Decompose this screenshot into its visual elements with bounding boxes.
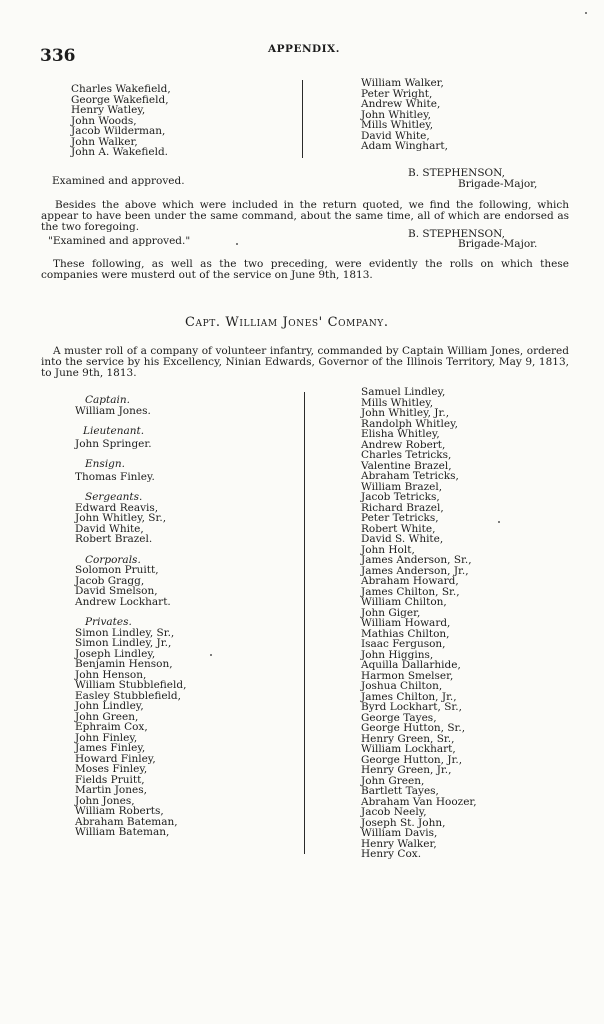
list-item: Randolph Whitley, bbox=[361, 417, 458, 430]
role-label-sergeants: Sergeants. bbox=[85, 491, 143, 503]
heading-suffix: Company. bbox=[327, 315, 389, 330]
list-item: Harmon Smelser, bbox=[361, 669, 454, 682]
list-item: John Finley, bbox=[75, 731, 138, 744]
list-item: William Bateman, bbox=[75, 826, 170, 838]
heading-prefix: Capt. bbox=[185, 315, 221, 330]
list-item: William Stubblefield, bbox=[75, 679, 187, 691]
role-label-lieutenant: Lieutenant. bbox=[83, 425, 145, 437]
list-item: Charles Tetricks, bbox=[361, 449, 452, 461]
list-item: William Brazel, bbox=[361, 480, 443, 493]
list-item: Solomon Pruitt, bbox=[75, 564, 159, 576]
list-item: John Jones, bbox=[75, 794, 135, 807]
list-item: John Woods, bbox=[71, 114, 137, 127]
list-item: Mills Whitley, bbox=[361, 396, 434, 409]
signature-name: B. STEPHENSON, bbox=[408, 167, 505, 179]
list-item: Byrd Lockhart, Sr., bbox=[361, 701, 462, 713]
list-item: John Springer. bbox=[75, 437, 152, 450]
list-item: Robert White, bbox=[361, 522, 436, 535]
list-item: James Anderson, Sr., bbox=[361, 554, 472, 566]
role-label-captain: Captain. bbox=[85, 394, 130, 406]
list-item: Adam Winghart, bbox=[361, 140, 448, 152]
list-item: Mills Whitley, bbox=[361, 119, 434, 131]
captain-list bbox=[75, 406, 186, 417]
paragraph-muster-roll: A muster roll of a company of volunteer infantry, commanded by Captain William Jones, ordered into the service by his Excellency, Ninian Edwards, Governor of the Illinois Territory, May 9, 1813, to June 9th, 1813. bbox=[41, 345, 569, 379]
list-item: John Higgins, bbox=[361, 648, 434, 661]
list-item: John Green, bbox=[361, 774, 425, 787]
list-item: Henry Walker, bbox=[361, 837, 437, 850]
list-item: David White, bbox=[75, 522, 144, 535]
list-item: Thomas Finley. bbox=[75, 470, 155, 483]
list-item: Isaac Ferguson, bbox=[361, 638, 446, 650]
list-item: Andrew Lockhart. bbox=[75, 595, 171, 608]
list-item: Ephraim Cox, bbox=[75, 721, 148, 733]
scan-speck bbox=[210, 654, 212, 656]
list-item: James Chilton, Sr., bbox=[361, 585, 460, 598]
list-item: Edward Reavis, bbox=[75, 501, 159, 514]
list-item: Peter Wright, bbox=[361, 87, 433, 100]
list-item: William Jones. bbox=[75, 404, 151, 417]
list-item: Abraham Howard, bbox=[361, 575, 459, 587]
top-list-right bbox=[361, 78, 448, 152]
list-item: John Holt, bbox=[361, 543, 415, 556]
list-item: Henry Cox. bbox=[361, 848, 422, 860]
list-item: Jacob Wilderman, bbox=[71, 125, 166, 137]
role-label-corporals: Corporals. bbox=[85, 553, 141, 566]
roster-right-column bbox=[361, 387, 477, 860]
list-item: Martin Jones, bbox=[75, 784, 147, 796]
scan-speck bbox=[585, 12, 587, 14]
list-item: William Chilton, bbox=[361, 596, 447, 608]
list-item: William Howard, bbox=[361, 617, 451, 629]
sergeants-list bbox=[75, 503, 186, 545]
privates-list bbox=[75, 628, 186, 838]
page-number: 336 bbox=[40, 46, 76, 66]
list-item: David Smelson, bbox=[75, 585, 158, 597]
list-item: John Green, bbox=[75, 710, 139, 723]
list-item: Abraham Tetricks, bbox=[361, 470, 459, 482]
list-item: Aquilla Dallarhide, bbox=[361, 659, 461, 671]
list-item: Moses Finley, bbox=[75, 763, 148, 775]
list-item: Henry Green, Jr., bbox=[361, 764, 452, 776]
list-item: Valentine Brazel, bbox=[361, 459, 452, 472]
list-item: Mathias Chilton, bbox=[361, 627, 450, 640]
list-item: Abraham Van Hoozer, bbox=[361, 795, 477, 808]
corporals-list bbox=[75, 565, 186, 607]
list-item: Benjamin Henson, bbox=[75, 658, 173, 670]
list-item: David White, bbox=[361, 129, 430, 142]
signature-title: Brigade-Major. bbox=[458, 238, 538, 250]
list-item: George Hutton, Sr., bbox=[361, 722, 466, 734]
role-label-privates: Privates. bbox=[85, 616, 132, 628]
ensign-list bbox=[75, 472, 186, 483]
list-item: Simon Lindley, Sr., bbox=[75, 626, 175, 639]
list-item: John Whitley, Jr., bbox=[361, 407, 450, 419]
list-item: John A. Wakefield. bbox=[71, 146, 169, 158]
list-item: Henry Watley, bbox=[71, 104, 146, 116]
list-item: Elisha Whitley, bbox=[361, 428, 440, 440]
column-divider-roster bbox=[304, 392, 305, 854]
list-item: James Finley, bbox=[75, 742, 146, 754]
scan-speck bbox=[498, 521, 500, 523]
scan-speck bbox=[236, 243, 238, 245]
list-item: Jacob Gragg, bbox=[75, 574, 145, 587]
list-item: Joshua Chilton, bbox=[361, 680, 443, 692]
list-item: Abraham Bateman, bbox=[75, 815, 178, 828]
list-item: David S. White, bbox=[361, 533, 444, 545]
list-item: William Roberts, bbox=[75, 805, 164, 817]
list-item: John Whitley, Sr., bbox=[75, 512, 167, 524]
list-item: Bartlett Tayes, bbox=[361, 785, 439, 797]
list-item: John Henson, bbox=[75, 668, 147, 681]
list-item: Jacob Neely, bbox=[361, 806, 427, 818]
list-item: John Whitley, bbox=[361, 108, 431, 121]
roster-left-column bbox=[75, 395, 186, 838]
paragraph-besides: Besides the above which were included in the return quoted, we find the following, which appear to have been under the same command, about the same time, all of which are endorsed as the two foregoing. bbox=[41, 199, 569, 233]
list-item: Easley Stubblefield, bbox=[75, 689, 181, 702]
list-item: Andrew Robert, bbox=[361, 438, 446, 451]
list-item: Peter Tetricks, bbox=[361, 512, 439, 524]
list-item: William Walker, bbox=[361, 77, 444, 89]
approval-statement-quoted: "Examined and approved." bbox=[48, 235, 191, 247]
list-item: Joseph St. John, bbox=[361, 816, 446, 829]
list-item: William Lockhart, bbox=[361, 743, 456, 755]
list-item: James Chilton, Jr., bbox=[361, 690, 457, 703]
list-item: John Lindley, bbox=[75, 700, 144, 712]
paragraph-rolls: These following, as well as the two preceding, were evidently the rolls on which these companies were musterd out of the service on June 9th, 1813. bbox=[41, 258, 569, 281]
list-item: John Giger, bbox=[361, 606, 421, 619]
list-item: Simon Lindley, Jr., bbox=[75, 637, 172, 649]
list-item: Joseph Lindley, bbox=[75, 647, 156, 660]
top-list-left bbox=[71, 84, 171, 158]
list-item: George Tayes, bbox=[361, 711, 437, 724]
role-label-ensign: Ensign. bbox=[85, 458, 125, 470]
signature-name: B. STEPHENSON, bbox=[408, 228, 505, 240]
signature-title: Brigade-Major, bbox=[458, 178, 538, 190]
list-item: James Anderson, Jr., bbox=[361, 564, 469, 577]
running-head: APPENDIX. bbox=[268, 43, 340, 55]
list-item: Henry Green, Sr., bbox=[361, 732, 455, 745]
list-item: Jacob Tetricks, bbox=[361, 491, 440, 503]
list-item: John Walker, bbox=[71, 135, 138, 148]
approval-statement: Examined and approved. bbox=[52, 175, 185, 187]
list-item: Charles Wakefield, bbox=[71, 83, 171, 95]
list-item: Fields Pruitt, bbox=[75, 773, 145, 786]
list-item: William Davis, bbox=[361, 827, 438, 839]
list-item: Robert Brazel. bbox=[75, 533, 153, 545]
list-item: Samuel Lindley, bbox=[361, 386, 446, 398]
company-heading bbox=[185, 315, 389, 330]
list-item: Andrew White, bbox=[361, 98, 441, 110]
list-item: George Wakefield, bbox=[71, 93, 169, 106]
list-item: George Hutton, Jr., bbox=[361, 753, 463, 766]
list-item: Richard Brazel, bbox=[361, 501, 444, 514]
heading-name: William Jones' bbox=[225, 315, 323, 330]
column-divider-top bbox=[302, 80, 303, 158]
lieutenant-list bbox=[75, 439, 186, 450]
list-item: Howard Finley, bbox=[75, 752, 156, 765]
